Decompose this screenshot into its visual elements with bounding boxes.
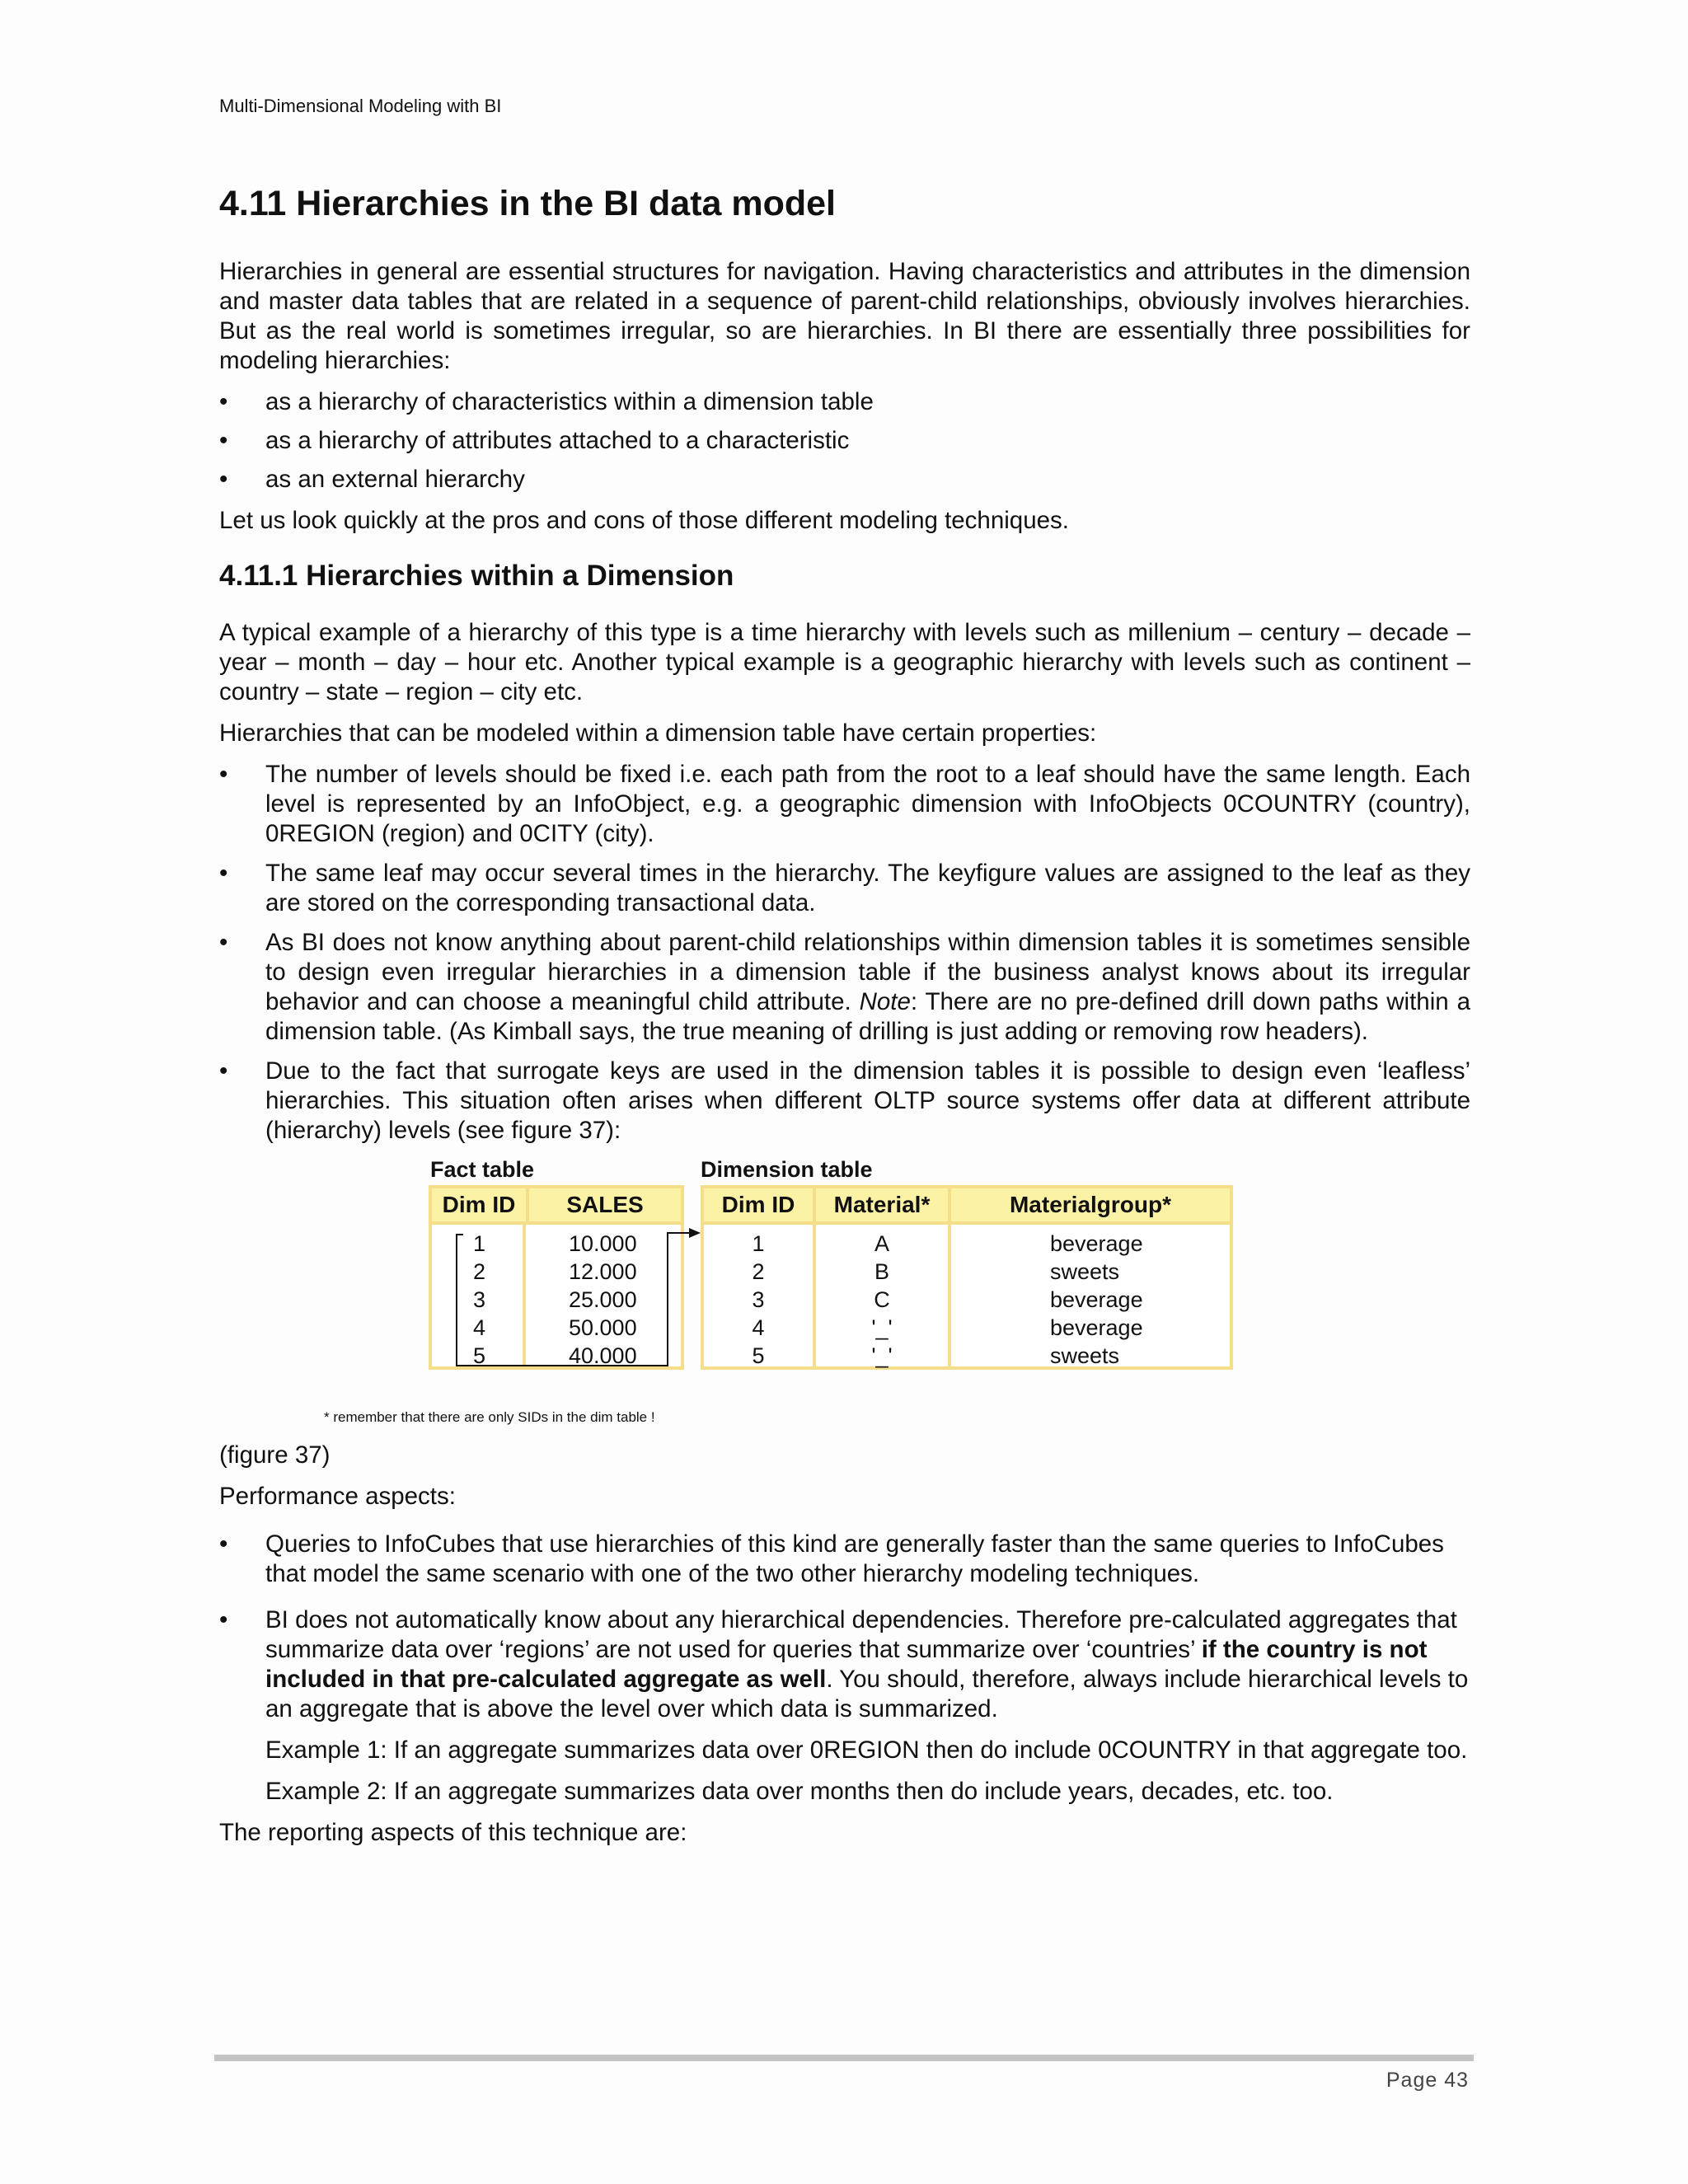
fact-table-title: Fact table	[430, 1156, 535, 1182]
figure-37	[219, 1157, 1470, 1434]
list-item: • Queries to InfoCubes that use hierarchies of this kind are generally faster than the same queries to InfoCubes that model the same scenario with one of the two other hierarchy modeling techniques.	[219, 1530, 1470, 1589]
performance-title: Performance aspects:	[219, 1482, 456, 1510]
pros-cons-paragraph: Let us look quickly at the pros and cons of those different modeling techniques.	[219, 506, 1069, 534]
section-title: 4.11 Hierarchies in the BI data model	[219, 184, 837, 223]
table-cell: 2	[752, 1258, 765, 1284]
column-header: Materialgroup*	[1009, 1191, 1172, 1217]
property-text: As BI does not know anything about parent-child relationships within dimension tables it is sometimes sensible to design even irregular hierarchies in a dimension table if the business analyst knows about its irregular behavior and can choose a meaningful child attribute.	[265, 928, 1470, 1015]
list-item: • The number of levels should be fixed i.e. each path from the root to a leaf should have the same length. Each level is represented by an InfoObject, e.g. a geographic dimension with InfoObjects 0COUNTRY (country), 0REGION (region) and 0CITY (city).	[219, 760, 1470, 849]
properties-list	[219, 760, 1470, 1146]
list-item: • Due to the fact that surrogate keys are used in the dimension tables it is possible to design even ‘leafless’ hierarchies. This situation often arises when different OLTP source systems offer data at different attribute (hierarchy) levels (see figure 37):	[219, 1057, 1470, 1146]
property-text: : There are no pre-defined drill down paths within a dimension table. (As Kimball says, the true meaning of drilling is just adding or removing row headers).	[265, 987, 1470, 1045]
list-item: • The same leaf may occur several times in the hierarchy. The keyfigure values are assigned to the leaf as they are stored on the corresponding transactional data.	[219, 859, 1470, 918]
connector-line	[457, 1233, 689, 1366]
table-cell: 5	[473, 1343, 486, 1368]
table-cell: 2	[473, 1258, 486, 1284]
table-cell: sweets	[1050, 1258, 1120, 1284]
performance-text: BI does not automatically know about any hierarchical dependencies. Therefore pre-calculated aggregates that summarize data over ‘regions’ are not used for queries that summarize over ‘countries’	[265, 1605, 1457, 1663]
table-cell: 4	[473, 1315, 486, 1340]
performance-list	[219, 1530, 1470, 1724]
column-header: SALES	[566, 1191, 644, 1217]
column-header: Dim ID	[704, 1188, 816, 1221]
dimension-table-title: Dimension table	[701, 1156, 873, 1182]
note-label: Note	[859, 987, 911, 1015]
figure-caption: (figure 37)	[219, 1441, 331, 1469]
table-cell: beverage	[1050, 1230, 1143, 1256]
relationship-connector	[219, 1157, 1291, 1434]
table-cell: 3	[473, 1286, 486, 1312]
running-header: Multi-Dimensional Modeling with BI	[219, 96, 502, 116]
table-cell: C	[874, 1286, 890, 1312]
example-2: Example 2: If an aggregate summarizes data over months then do include years, decades, etc. too.	[265, 1777, 1334, 1805]
table-cell: beverage	[1050, 1286, 1143, 1312]
table-cell: 3	[752, 1286, 765, 1312]
possibilities-list	[219, 387, 1470, 494]
table-cell: A	[874, 1230, 889, 1256]
table-cell: 50.000	[569, 1315, 637, 1340]
table-cell: '_'	[871, 1343, 893, 1368]
table-cell: 1	[752, 1230, 765, 1256]
list-item	[219, 1605, 1470, 1724]
table-cell: sweets	[1050, 1343, 1120, 1368]
footer-rule	[214, 2055, 1474, 2061]
reporting-paragraph: The reporting aspects of this technique are:	[219, 1818, 687, 1846]
list-item: • as an external hierarchy	[219, 465, 1470, 494]
table-cell: 12.000	[569, 1258, 637, 1284]
page-content	[219, 183, 1470, 1859]
table-cell: 5	[752, 1343, 765, 1368]
intro-paragraph: Hierarchies in general are essential structures for navigation. Having characteristics and attributes in the dimension and master data tables that are related in a sequence of parent-child relationships, obviously involves hierarchies. But as the real world is sometimes irregular, so are hierarchies. In BI there are essentially three possibilities for modeling hierarchies:	[219, 257, 1470, 374]
table-cell: 1	[473, 1230, 486, 1256]
table-cell: 25.000	[569, 1286, 637, 1312]
list-item	[219, 928, 1470, 1047]
figure-footnote: * remember that there are only SIDs in the dim table !	[324, 1408, 655, 1425]
page-number: Page 43	[1386, 2069, 1469, 2092]
properties-intro: Hierarchies that can be modeled within a dimension table have certain properties:	[219, 719, 1097, 747]
example-1: Example 1: If an aggregate summarizes data over 0REGION then do include 0COUNTRY in that aggregate too.	[265, 1736, 1468, 1764]
table-cell: 10.000	[569, 1230, 637, 1256]
table-cell: '_'	[871, 1315, 893, 1340]
table-cell: 40.000	[569, 1343, 637, 1368]
column-header: Material*	[816, 1188, 951, 1221]
list-item: • as a hierarchy of characteristics within a dimension table	[219, 387, 1470, 417]
table-cell: beverage	[1050, 1315, 1143, 1340]
subsection-title: 4.11.1 Hierarchies within a Dimension	[219, 559, 734, 592]
list-item: • as a hierarchy of attributes attached to a characteristic	[219, 426, 1470, 456]
table-cell: 4	[752, 1315, 765, 1340]
performance-text: . You should, therefore, always include hierarchical levels to an aggregate that is above the level over which data is summarized.	[265, 1665, 1469, 1722]
typical-example-paragraph: A typical example of a hierarchy of this type is a time hierarchy with levels such as millenium – century – decade – year – month – day – hour etc. Another typical example is a geographic hierarchy with levels such as continent – country – state – region – city etc.	[219, 618, 1470, 705]
column-header: Dim ID	[432, 1188, 529, 1221]
emphasis-text: if the country is not included in that pre-calculated aggregate as well	[265, 1635, 1428, 1693]
table-cell: B	[874, 1258, 889, 1284]
arrow-head-icon	[689, 1228, 701, 1238]
